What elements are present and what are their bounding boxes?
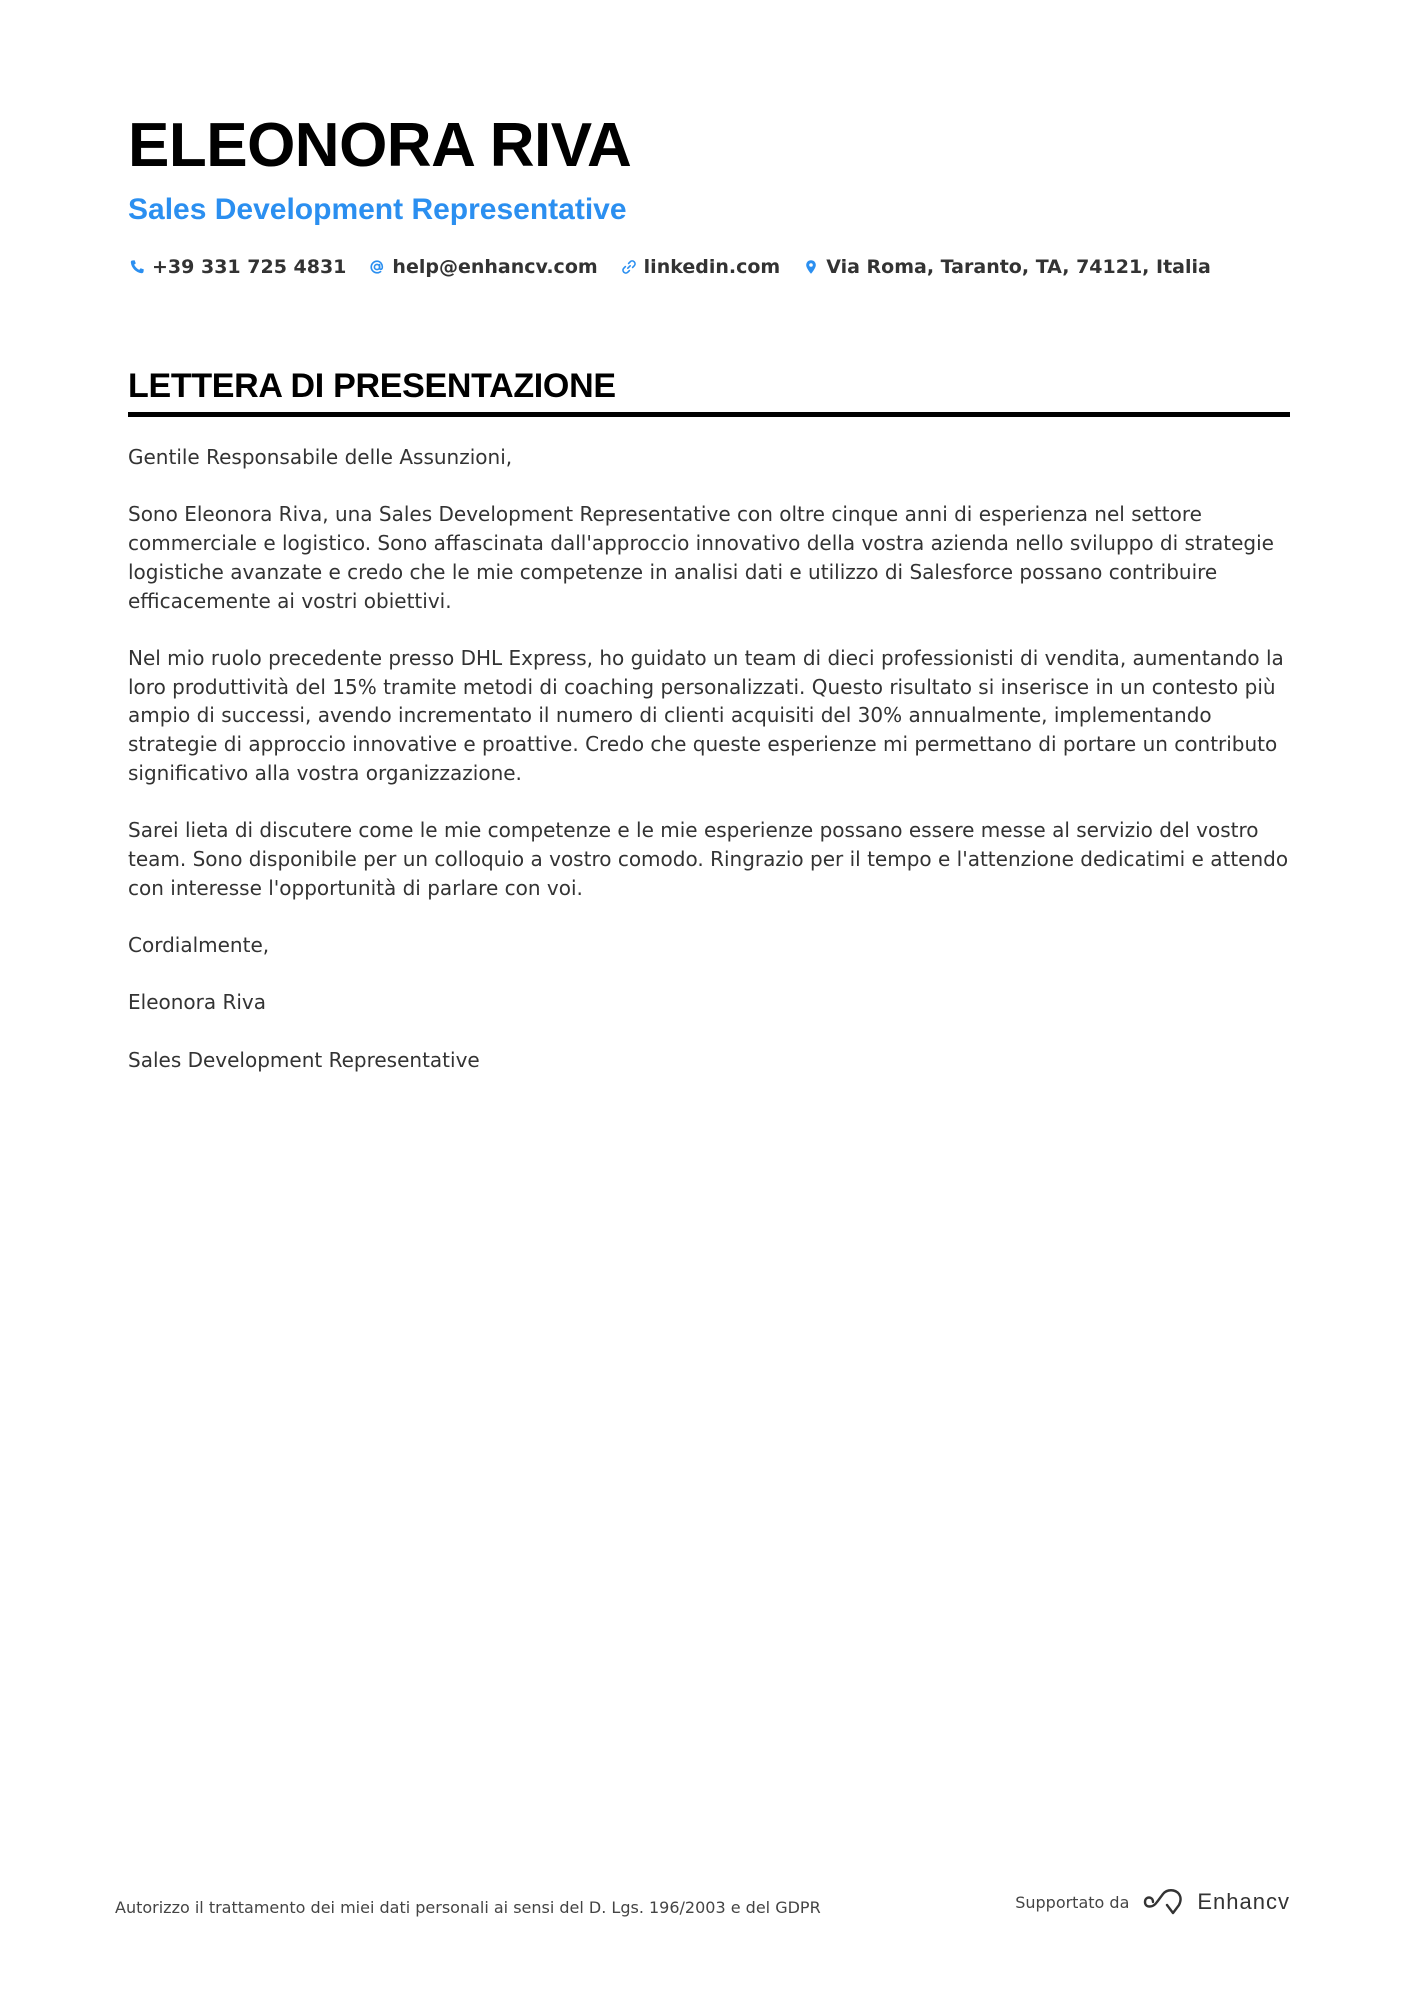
contact-bar — [128, 256, 1288, 278]
phone-number: +39 331 725 4831 — [152, 256, 347, 278]
phone-icon — [128, 258, 146, 276]
letter-paragraph: Sono Eleonora Riva, una Sales Development Representative con oltre cinque anni di esperienza nel settore commerciale e logistico. Sono affascinata dall'approccio innovativo della vostra azienda nello sviluppo di strategie logistiche avanzate e credo che le mie competenze in analisi dati e utilizzo di Salesforce possano contribuire efficacemente ai vostri obiettivi. — [128, 502, 1274, 613]
header — [128, 108, 1288, 278]
letter-paragraph: Nel mio ruolo precedente presso DHL Express, ho guidato un team di dieci professionisti di vendita, aumentando la loro produttività del 15% tramite metodi di coaching personalizzati. Questo risultato si inserisce in un contesto più ampio di successi, avendo incrementato il numero di clienti acquisiti del 30% annualmente, implementando strategie di approccio innovative e proattive. Credo che queste esperienze mi permettano di portare un contributo significativo alla vostra organizzazione. — [128, 645, 1284, 785]
privacy-consent: Autorizzo il trattamento dei miei dati personali ai sensi del D. Lgs. 196/2003 e del GDPR — [115, 1898, 821, 1917]
contact-location — [802, 256, 1211, 278]
signature-title: Sales Development Representative — [128, 1047, 480, 1072]
enhancv-logo-icon — [1141, 1888, 1187, 1916]
candidate-name: ELEONORA RIVA — [128, 111, 632, 180]
contact-linkedin — [620, 256, 781, 278]
contact-phone — [128, 256, 346, 278]
letter-greeting: Gentile Responsabile delle Assunzioni, — [128, 445, 513, 469]
footer — [115, 1888, 1290, 1924]
letter-body — [128, 443, 1290, 1074]
powered-by-label: Supportato da — [1015, 1892, 1130, 1912]
section-title: LETTERA DI PRESENTAZIONE — [128, 367, 616, 405]
section-divider — [128, 412, 1290, 417]
address: Via Roma, Taranto, TA, 74121, Italia — [826, 256, 1211, 278]
letter-paragraph: Sarei lieta di discutere come le mie competenze e le mie esperienze possano essere messe al servizio del vostro team. Sono disponibile per un colloquio a vostro comodo. Ringrazio per il tempo e l'attenzione dedicatimi e attendo con interesse l'opportunità di parlare con voi. — [128, 818, 1289, 900]
job-title: Sales Development Representative — [128, 193, 627, 226]
location-pin-icon — [802, 258, 820, 276]
link-icon — [620, 258, 638, 276]
powered-by[interactable] — [1015, 1888, 1290, 1916]
signature-name: Eleonora Riva — [128, 990, 267, 1015]
brand-name: Enhancv — [1197, 1889, 1290, 1914]
cover-letter-section — [128, 362, 1290, 1103]
letter-closing: Cordialmente, — [128, 932, 270, 957]
linkedin-link[interactable]: linkedin.com — [643, 256, 781, 278]
contact-email — [368, 256, 597, 278]
at-icon — [368, 258, 386, 276]
email-address[interactable]: help@enhancv.com — [392, 256, 598, 278]
